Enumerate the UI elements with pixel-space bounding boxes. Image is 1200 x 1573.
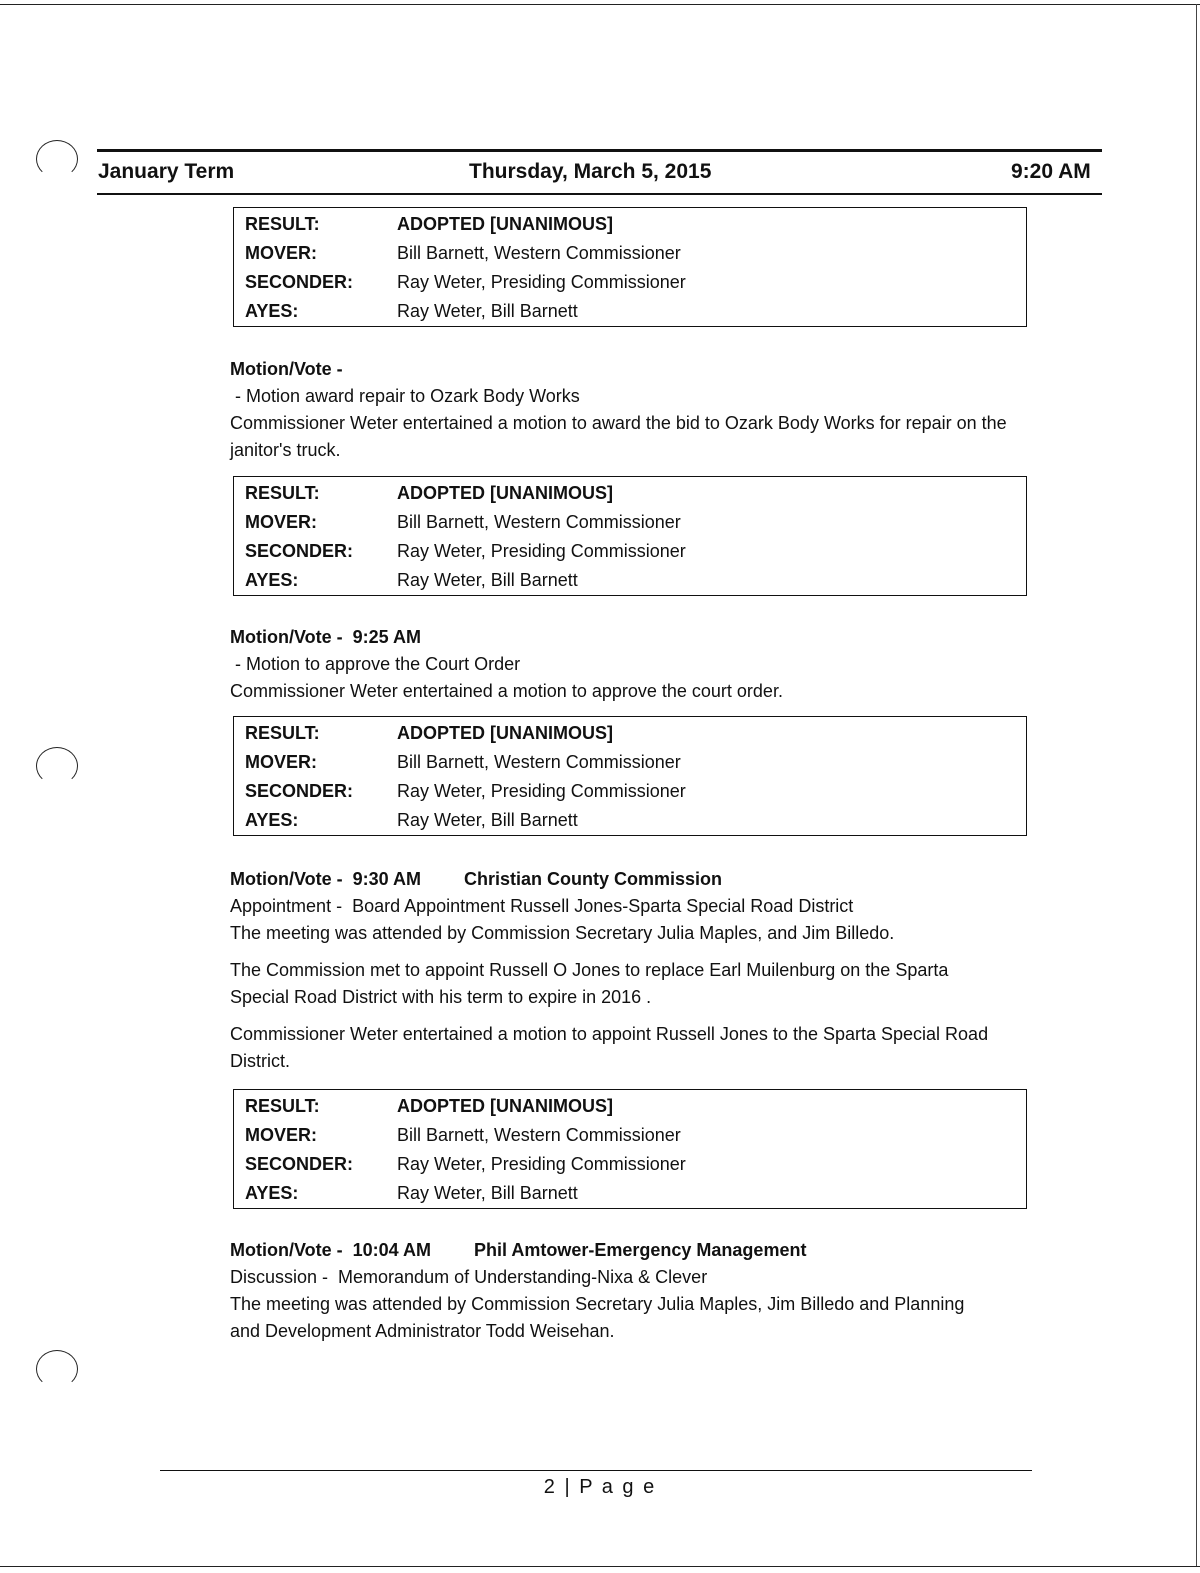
result-label: RESULT: [245, 483, 320, 503]
result-label: RESULT: [245, 723, 320, 743]
ayes-label: AYES: [245, 1183, 299, 1203]
vote-row-result [234, 1092, 1026, 1121]
result-label: RESULT: [245, 1096, 320, 1116]
section-subject: - Motion to approve the Court Order [230, 654, 521, 674]
vote-row-mover [234, 1121, 1026, 1150]
seconder-value: Ray Weter, Presiding Commissioner [397, 272, 686, 292]
vote-row-seconder [234, 1150, 1026, 1179]
result-value: ADOPTED [UNANIMOUS] [397, 1096, 613, 1116]
section-attended: The meeting was attended by Commission Secretary Julia Maples, and Jim Billedo. [230, 923, 895, 943]
mover-label: MOVER: [245, 243, 317, 263]
section-heading: Motion/Vote - [230, 359, 343, 379]
section-1 [230, 356, 1030, 464]
vote-row-mover [234, 508, 1026, 537]
header-rule-bottom [97, 193, 1102, 195]
mover-value: Bill Barnett, Western Commissioner [397, 752, 681, 772]
section-heading [230, 866, 1030, 893]
ayes-label: AYES: [245, 570, 299, 590]
header-time: 9:20 AM [1011, 160, 1091, 183]
punch-hole-3 [36, 1350, 78, 1388]
vote-row-seconder [234, 537, 1026, 566]
header-rule-top [97, 149, 1102, 152]
mover-label: MOVER: [245, 1125, 317, 1145]
mover-value: Bill Barnett, Western Commissioner [397, 1125, 681, 1145]
ayes-label: AYES: [245, 810, 299, 830]
punch-hole-2 [36, 747, 78, 785]
result-value: ADOPTED [UNANIMOUS] [397, 723, 613, 743]
vote-row-ayes [234, 297, 1026, 326]
section-subject: Discussion - Memorandum of Understanding-Nixa & Clever [230, 1267, 708, 1287]
section-body: Commissioner Weter entertained a motion to approve the court order. [230, 681, 783, 701]
vote-row-mover [234, 748, 1026, 777]
section-heading: Motion/Vote - 9:25 AM [230, 627, 421, 647]
section-heading-org: Phil Amtower-Emergency Management [474, 1240, 807, 1260]
scan-edge-top [0, 4, 1200, 5]
vote-row-result [234, 719, 1026, 748]
vote-table-1 [233, 207, 1027, 327]
section-subject: - Motion award repair to Ozark Body Works [230, 386, 580, 406]
mover-label: MOVER: [245, 752, 317, 772]
vote-row-seconder [234, 268, 1026, 297]
section-attended: The meeting was attended by Commission Secretary Julia Maples, Jim Billedo and Planning and Development Administrator Todd Weisehan. [230, 1294, 965, 1341]
seconder-label: SECONDER: [245, 541, 354, 561]
vote-row-ayes [234, 806, 1026, 835]
result-label: RESULT: [245, 214, 320, 234]
mover-value: Bill Barnett, Western Commissioner [397, 512, 681, 532]
result-value: ADOPTED [UNANIMOUS] [397, 483, 613, 503]
seconder-label: SECONDER: [245, 1154, 354, 1174]
result-value: ADOPTED [UNANIMOUS] [397, 214, 613, 234]
ayes-value: Ray Weter, Bill Barnett [397, 301, 578, 321]
mover-value: Bill Barnett, Western Commissioner [397, 243, 681, 263]
vote-row-ayes [234, 566, 1026, 595]
section-2 [230, 624, 1030, 705]
vote-row-mover [234, 239, 1026, 268]
vote-row-result [234, 210, 1026, 239]
ayes-label: AYES: [245, 301, 299, 321]
header-date: Thursday, March 5, 2015 [469, 160, 712, 183]
section-heading-time: Motion/Vote - 9:30 AM [230, 869, 421, 889]
section-4 [230, 1237, 1030, 1345]
footer-rule [160, 1470, 1032, 1471]
vote-table-3 [233, 716, 1027, 836]
ayes-value: Ray Weter, Bill Barnett [397, 1183, 578, 1203]
scan-edge-bottom [0, 1566, 1200, 1567]
section-body: Commissioner Weter entertained a motion to award the bid to Ozark Body Works for repair on the janitor's truck. [230, 413, 1007, 460]
section-subject: Appointment - Board Appointment Russell Jones-Sparta Special Road District [230, 896, 854, 916]
ayes-value: Ray Weter, Bill Barnett [397, 570, 578, 590]
vote-row-seconder [234, 777, 1026, 806]
page-number: 2 | P a g e [543, 1476, 657, 1498]
punch-hole-1 [36, 140, 78, 178]
section-para-2: Commissioner Weter entertained a motion to appoint Russell Jones to the Sparta Special Road District. [230, 1024, 989, 1071]
section-heading-time: Motion/Vote - 10:04 AM [230, 1240, 432, 1260]
vote-row-result [234, 479, 1026, 508]
ayes-value: Ray Weter, Bill Barnett [397, 810, 578, 830]
vote-table-4 [233, 1089, 1027, 1209]
section-heading [230, 1237, 1030, 1264]
seconder-value: Ray Weter, Presiding Commissioner [397, 1154, 686, 1174]
paragraph-gap [230, 1011, 1030, 1021]
seconder-value: Ray Weter, Presiding Commissioner [397, 541, 686, 561]
seconder-value: Ray Weter, Presiding Commissioner [397, 781, 686, 801]
scan-edge-right [1196, 4, 1197, 1566]
section-3 [230, 866, 1030, 1075]
vote-row-ayes [234, 1179, 1026, 1208]
seconder-label: SECONDER: [245, 781, 354, 801]
section-heading-org: Christian County Commission [464, 869, 723, 889]
mover-label: MOVER: [245, 512, 317, 532]
seconder-label: SECONDER: [245, 272, 354, 292]
vote-table-2 [233, 476, 1027, 596]
header-term: January Term [98, 160, 235, 183]
section-para-1: The Commission met to appoint Russell O Jones to replace Earl Muilenburg on the Sparta Special Road District with his term to expire in 2016 . [230, 960, 949, 1007]
paragraph-gap [230, 947, 1030, 957]
